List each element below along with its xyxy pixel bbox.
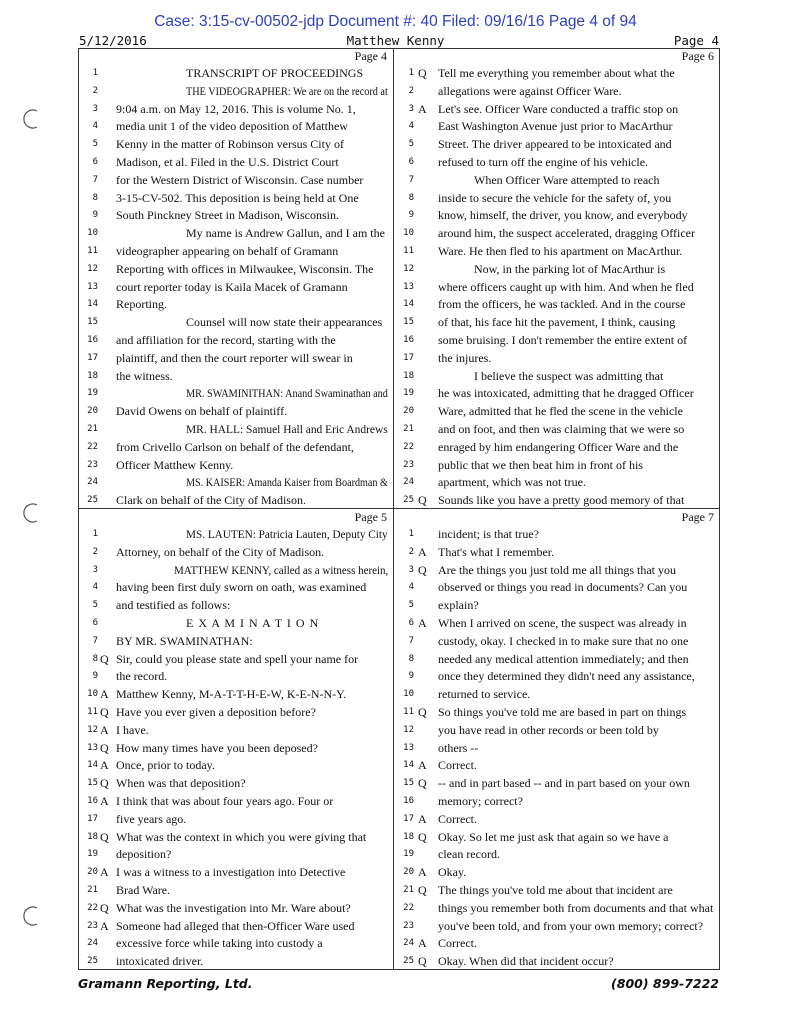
line-number: 24 [87,477,98,488]
speaker-marker: Q [418,66,427,80]
line-text: Once, prior to today. [116,758,215,773]
line-text: plaintiff, and then the court reporter will swear in [116,350,353,365]
line-text: When I arrived on scene, the suspect was already in [438,616,687,630]
line-number: 21 [87,424,98,434]
line-text: for the Western District of Wisconsin. Case number [116,172,364,187]
footer-company: Gramann Reporting, Ltd. [78,976,253,991]
line-text: Correct. [438,936,477,951]
line-text: the injures. [438,350,492,365]
transcript-page-6 [394,48,720,509]
line-text: know, himself, the driver, you know, and everybody [438,208,688,223]
line-number: 24 [403,938,414,949]
transcript-page-label: Page 4 [354,49,387,63]
line-text: allegations were against Officer Ware. [438,83,622,98]
line-number: 20 [403,867,414,878]
line-text: Okay. When did that incident occur? [438,954,614,969]
line-text: incident; is that true? [438,527,539,541]
line-number: 17 [403,813,414,824]
line-text: MS. LAUTEN: Patricia Lauten, Deputy City [186,527,388,541]
line-text: 9:04 a.m. on May 12, 2016. This is volume No. 1, [116,101,356,116]
speaker-marker: Q [418,705,427,719]
line-text: Let's see. Officer Ware conducted a traffic stop on [438,101,679,116]
line-number: 9 [408,210,414,221]
line-number: 1 [92,529,98,539]
line-number: 7 [92,635,98,646]
line-text: Clark on behalf of the City of Madison. [116,493,306,508]
line-number: 18 [403,831,414,842]
line-number: 24 [87,938,98,949]
line-text: Are the things you just told me all things that you [438,562,676,577]
line-number: 25 [87,495,98,506]
line-text: TRANSCRIPT OF PROCEEDINGS [186,66,364,80]
line-text: some bruising. I don't remember the entire extent of [438,333,688,347]
line-number: 23 [87,459,98,470]
line-number: 14 [87,760,98,771]
line-text: from the officers, he was tackled. And in the course [438,297,686,312]
line-text: Madison, et al. Filed in the U.S. District Court [116,155,339,169]
line-text: Matthew Kenny, M-A-T-T-H-E-W, K-E-N-N-Y. [116,687,347,702]
line-number: 10 [403,689,414,700]
line-number: 1 [92,68,98,78]
line-number: 23 [403,459,414,470]
line-text: What was the investigation into Mr. Ware about? [116,900,351,915]
line-text: BY MR. SWAMINATHAN: [116,633,253,648]
speaker-marker: A [418,544,427,559]
line-text: Brad Ware. [116,883,171,897]
line-text: I believe the suspect was admitting that [474,368,664,383]
line-text: Street. The driver appeared to be intoxicated and [438,137,672,152]
line-number: 13 [87,742,98,753]
line-text: excessive force while taking into custody a [116,936,323,951]
line-text: When was that deposition? [116,776,246,791]
line-text: and affiliation for the record, starting with the [116,333,336,347]
speaker-marker: A [100,865,109,880]
line-number: 9 [92,671,98,682]
line-text: MATTHEW KENNY, called as a witness herein, [174,562,389,577]
line-text: having been first duly sworn on oath, was examined [116,580,367,595]
line-text: Sounds like you have a pretty good memory of that [438,493,685,508]
line-text: MR. SWAMINITHAN: Anand Swaminathan and [186,386,388,401]
transcript-page-label: Page 7 [681,510,714,524]
speaker-marker: Q [100,829,109,844]
line-number: 22 [403,441,414,452]
line-number: 6 [92,618,98,628]
line-number: 3 [92,103,98,114]
line-text: Correct. [438,811,477,826]
line-number: 1 [408,68,414,78]
line-text: My name is Andrew Gallun, and I am the [186,226,385,241]
speaker-marker: Q [100,776,109,791]
line-number: 11 [403,246,414,256]
speaker-marker: A [418,865,427,880]
line-number: 10 [403,228,414,239]
line-text: Tell me everything you remember about what the [438,66,675,80]
transcript-page-5 [78,509,394,970]
deponent-name: Matthew Kenny [346,33,445,48]
line-text: 3-15-CV-502. This deposition is being held at One [116,190,359,205]
speaker-marker: Q [418,954,427,969]
line-text: Reporting. [116,297,167,312]
line-number: 8 [92,192,98,203]
line-number: 9 [408,671,414,682]
line-number: 5 [92,600,98,611]
transcript-date: 5/12/2016 [79,33,147,48]
line-text: returned to service. [438,687,531,702]
line-number: 13 [87,281,98,292]
line-text: intoxicated driver. [116,954,204,969]
line-text: The things you've told me about that incident are [438,883,673,897]
line-text: explain? [438,598,479,613]
line-text: the record. [116,669,168,684]
line-number: 4 [408,121,414,132]
line-text: custody, okay. I checked in to make sure that no one [438,633,689,648]
line-text: Reporting with offices in Milwaukee, Wisconsin. The [116,261,374,276]
line-text: Officer Matthew Kenny. [116,457,234,472]
line-number: 10 [87,689,98,700]
line-text: -- and in part based -- and in part based on your own [438,776,690,791]
line-text: David Owens on behalf of plaintiff. [116,404,288,419]
line-text: clean record. [438,847,500,862]
line-number: 7 [408,635,414,646]
line-number: 17 [87,813,98,824]
line-number: 14 [87,299,98,310]
line-text: observed or things you read in documents? Can you [438,580,688,595]
line-number: 24 [403,477,414,488]
line-text: Okay. [438,865,467,880]
line-number: 17 [403,352,414,363]
line-number: 16 [403,796,414,806]
line-text: media unit 1 of the video deposition of Matthew [116,119,348,134]
line-text: things you remember both from documents and that what [438,900,714,915]
line-text: Ware. He then fled to his apartment on MacArthur. [438,244,683,258]
line-text: Kenny in the matter of Robinson versus City of [116,137,344,152]
line-text: I have. [116,722,149,737]
line-number: 2 [408,85,414,96]
speaker-marker: Q [418,883,427,897]
line-text: memory; correct? [438,794,523,808]
line-text: Correct. [438,758,477,773]
line-number: 6 [92,157,98,167]
line-number: 8 [408,653,414,664]
line-number: 5 [92,139,98,150]
speaker-marker: Q [100,705,109,719]
line-number: 3 [408,103,414,114]
line-text: and testified as follows: [116,598,231,613]
line-number: 6 [408,157,414,167]
line-text: where officers caught up with him. And when he fled [438,279,694,294]
speaker-marker: Q [100,740,109,755]
line-number: 12 [87,263,98,274]
speaker-marker: Q [100,651,109,666]
line-text: Now, in the parking lot of MacArthur is [474,261,666,276]
line-text: once they determined they didn't need any assistance, [438,669,695,684]
line-number: 12 [87,724,98,735]
speaker-marker: Q [418,562,427,577]
line-number: 22 [87,441,98,452]
line-number: 4 [92,582,98,593]
speaker-marker: A [418,616,427,630]
line-number: 13 [403,742,414,753]
line-number: 18 [403,370,414,381]
case-header: Case: 3:15-cv-00502-jdp Document #: 40 Filed: 09/16/16 Page 4 of 94 [154,13,637,30]
line-number: 22 [87,902,98,913]
line-number: 18 [87,831,98,842]
speaker-marker: A [100,918,109,933]
transcript-page-7 [394,509,720,970]
line-number: 15 [87,778,98,789]
line-number: 7 [408,174,414,185]
line-text: Someone had alleged that then-Officer Ware used [116,918,355,933]
line-number: 19 [403,388,414,399]
line-text: inside to secure the vehicle for the safety of, you [438,190,672,205]
line-number: 7 [92,174,98,185]
line-text: What was the context in which you were giving that [116,829,367,844]
line-number: 25 [403,956,414,967]
line-number: 10 [87,228,98,239]
line-number: 16 [87,335,98,345]
line-number: 11 [87,707,98,717]
line-text: E X A M I N A T I O N [186,616,320,630]
line-number: 12 [403,263,414,274]
line-text: MR. HALL: Samuel Hall and Eric Andrews [186,422,388,436]
line-text: needed any medical attention immediately; and then [438,651,689,666]
line-text: deposition? [116,847,172,862]
punch-hole-icon [21,905,43,927]
line-text: How many times have you been deposed? [116,740,318,755]
line-text: you have read in other records or been told by [438,722,659,737]
line-text: When Officer Ware attempted to reach [474,172,660,187]
line-number: 12 [403,724,414,735]
line-number: 16 [403,335,414,345]
speaker-marker: Q [418,829,427,844]
speaker-marker: A [100,687,109,702]
line-number: 23 [403,920,414,931]
line-number: 3 [92,564,98,575]
line-number: 8 [92,653,98,664]
line-number: 20 [87,867,98,878]
transcript-page-label: Page 5 [354,510,387,524]
line-text: from Crivello Carlson on behalf of the defendant, [116,439,354,454]
line-text: That's what I remember. [438,544,555,559]
line-number: 2 [92,85,98,96]
line-number: 16 [87,796,98,806]
line-text: Have you ever given a deposition before? [116,705,316,719]
line-text: videographer appearing on behalf of Gramann [116,244,339,258]
line-number: 8 [408,192,414,203]
line-number: 3 [408,564,414,575]
punch-hole-icon [21,108,43,130]
line-number: 15 [87,317,98,328]
line-text: I was a witness to a investigation into Detective [116,865,346,880]
line-text: Ware, admitted that he fled the scene in the vehicle [438,404,683,419]
line-number: 15 [403,778,414,789]
punch-hole-icon [21,502,43,524]
line-number: 19 [87,849,98,860]
footer-phone: (800) 899-7222 [611,976,719,991]
line-text: Sir, could you please state and spell your name for [116,651,359,666]
line-text: others -- [438,740,479,755]
line-text: enraged by him endangering Officer Ware and the [438,439,679,454]
line-number: 20 [403,406,414,417]
line-text: I think that was about four years ago. Four or [116,794,334,808]
line-text: Attorney, on behalf of the City of Madison. [116,544,325,559]
line-text: you've been told, and from your own memory; correct? [438,918,704,933]
line-text: the witness. [116,368,173,383]
line-number: 25 [87,956,98,967]
speaker-marker: A [418,811,427,826]
line-number: 22 [403,902,414,913]
line-text: Okay. So let me just ask that again so we have a [438,829,669,844]
line-text: refused to turn off the engine of his vehicle. [438,155,649,169]
line-number: 2 [408,546,414,557]
line-number: 17 [87,352,98,363]
line-number: 5 [408,139,414,150]
speaker-marker: Q [418,776,427,791]
line-text: five years ago. [116,811,187,826]
line-text: of that, his face hit the pavement, I think, causing [438,315,676,330]
line-text: Counsel will now state their appearances [186,315,383,330]
page-label: Page 4 [673,33,719,48]
line-number: 14 [403,760,414,771]
speaker-marker: A [418,101,427,116]
line-number: 5 [408,600,414,611]
line-number: 9 [92,210,98,221]
speaker-marker: Q [418,493,427,508]
line-number: 4 [92,121,98,132]
line-text: THE VIDEOGRAPHER: We are on the record at [186,83,388,98]
line-number: 4 [408,582,414,593]
line-text: South Pinckney Street in Madison, Wisconsin. [116,208,339,223]
line-number: 1 [408,529,414,539]
line-text: court reporter today is Kaila Macek of Gramann [116,279,348,294]
line-text: MS. KAISER: Amanda Kaiser from Boardman & [186,475,388,490]
line-text: public that we then beat him in front of his [438,457,643,472]
speaker-marker: Q [100,900,109,915]
speaker-marker: A [418,758,427,773]
line-number: 11 [403,707,414,717]
line-number: 21 [87,885,98,895]
speaker-marker: A [100,758,109,773]
line-number: 21 [403,885,414,895]
line-text: apartment, which was not true. [438,475,586,490]
line-number: 21 [403,424,414,434]
speaker-marker: A [418,936,427,951]
line-number: 25 [403,495,414,506]
line-number: 19 [403,849,414,860]
line-text: around him, the suspect accelerated, dragging Officer [438,226,696,241]
line-number: 15 [403,317,414,328]
line-number: 13 [403,281,414,292]
line-text: and on foot, and then was claiming that we were so [438,422,685,436]
line-number: 19 [87,388,98,399]
line-text: he was intoxicated, admitting that he dragged Officer [438,386,694,401]
line-text: East Washington Avenue just prior to MacArthur [438,119,673,134]
line-text: So things you've told me are based in part on things [438,705,687,719]
line-number: 11 [87,246,98,256]
speaker-marker: A [100,722,109,737]
line-number: 20 [87,406,98,417]
line-number: 14 [403,299,414,310]
line-number: 23 [87,920,98,931]
line-number: 18 [87,370,98,381]
line-number: 6 [408,618,414,628]
speaker-marker: A [100,794,109,808]
line-number: 2 [92,546,98,557]
transcript-page-4 [78,48,394,509]
transcript-page-label: Page 6 [681,49,714,63]
